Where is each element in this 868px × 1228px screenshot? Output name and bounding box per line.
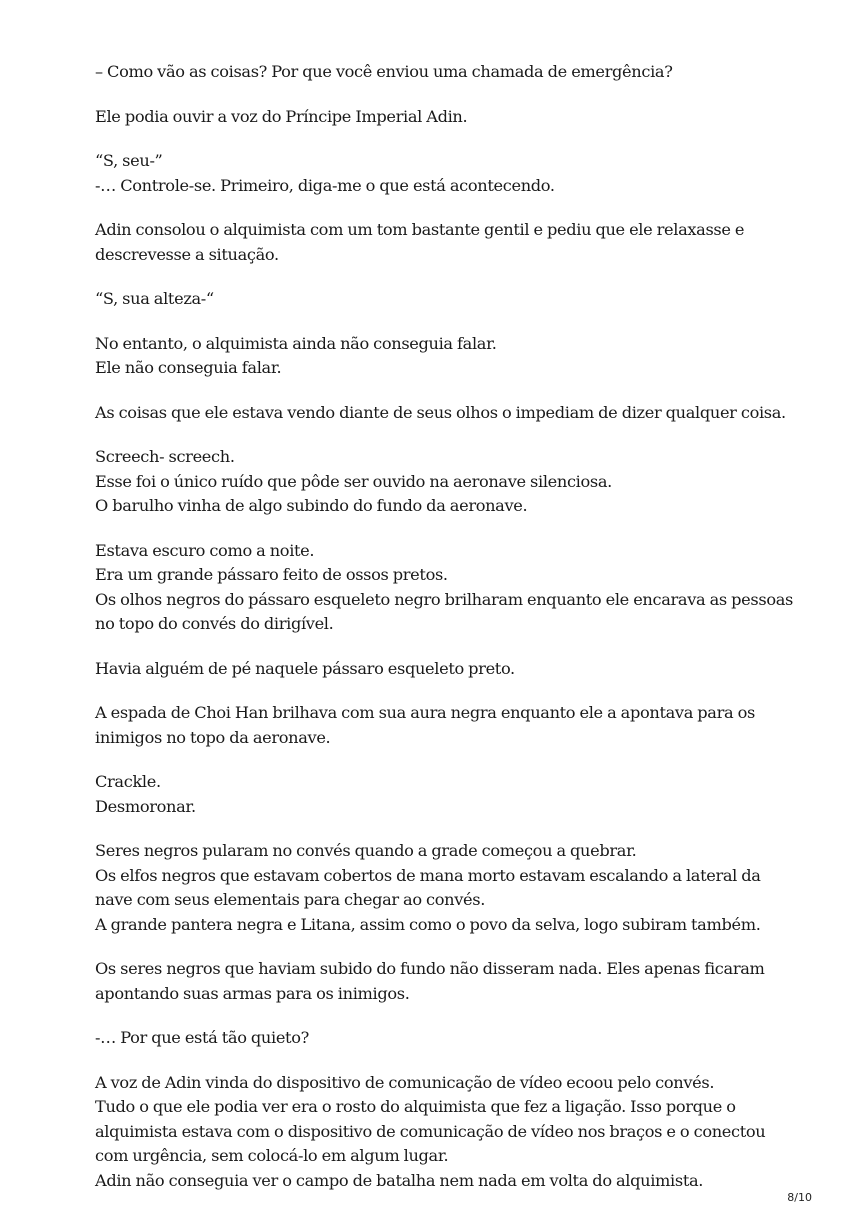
text-line: Era um grande pássaro feito de ossos pretos. — [95, 565, 448, 584]
text-line: nave com seus elementais para chegar ao convés. — [95, 890, 486, 909]
paragraph — [95, 60, 795, 85]
text-line: Os olhos negros do pássaro esqueleto negro brilharam enquanto ele encarava as pessoas — [95, 589, 793, 609]
text-line: Adin consolou o alquimista com um tom bastante gentil e pediu que ele relaxasse e — [95, 220, 745, 239]
text-line: No entanto, o alquimista ainda não conseguia falar. — [95, 333, 497, 353]
text-line: A grande pantera negra e Litana, assim como o povo da selva, logo subiram também. — [95, 914, 761, 934]
text-line: Estava escuro como a noite. — [95, 540, 315, 560]
text-line: Screech- screech. — [95, 447, 235, 466]
paragraph — [95, 149, 795, 198]
text-line: Os elfos negros que estavam cobertos de mana morto estavam escalando a lateral da — [95, 865, 761, 885]
page-number: 8/10 — [787, 1191, 812, 1204]
text-line: apontando suas armas para os inimigos. — [95, 983, 410, 1003]
paragraph — [95, 218, 795, 267]
text-line: Ele podia ouvir a voz do Príncipe Imperial Adin. — [95, 106, 468, 126]
text-line: com urgência, sem colocá-lo em algum lugar. — [95, 1146, 449, 1165]
paragraph — [95, 1026, 795, 1051]
text-line: Ele não conseguia falar. — [95, 358, 282, 377]
text-line: Desmoronar. — [95, 796, 196, 816]
text-line: Os seres negros que haviam subido do fundo não disseram nada. Eles apenas ficaram — [95, 959, 765, 978]
paragraph — [95, 332, 795, 381]
paragraph — [95, 401, 795, 426]
text-line: A espada de Choi Han brilhava com sua aura negra enquanto ele a apontava para os — [95, 703, 755, 722]
paragraph — [95, 770, 795, 819]
text-line: – Como vão as coisas? Por que você enviou uma chamada de emergência? — [95, 62, 673, 81]
paragraph — [95, 657, 795, 682]
text-line: O barulho vinha de algo subindo do fundo da aeronave. — [95, 496, 528, 515]
text-line: “S, sua alteza-“ — [95, 289, 214, 308]
paragraph — [95, 957, 795, 1006]
text-line: -… Por que está tão quieto? — [95, 1028, 309, 1047]
text-line: A voz de Adin vinda do dispositivo de comunicação de vídeo ecoou pelo convés. — [95, 1072, 715, 1092]
text-line: Seres negros pularam no convés quando a grade começou a quebrar. — [95, 841, 637, 860]
text-line: As coisas que ele estava vendo diante de seus olhos o impediam de dizer qualquer coisa. — [95, 402, 786, 422]
paragraph — [95, 105, 795, 130]
text-line: Adin não conseguia ver o campo de batalha nem nada em volta do alquimista. — [95, 1170, 704, 1190]
paragraph — [95, 287, 795, 312]
text-line: Havia alguém de pé naquele pássaro esqueleto preto. — [95, 658, 515, 678]
text-line: Tudo o que ele podia ver era o rosto do alquimista que fez a ligação. Isso porque o — [95, 1097, 736, 1116]
paragraph — [95, 839, 795, 937]
text-line: inimigos no topo da aeronave. — [95, 727, 331, 747]
paragraph — [95, 1071, 795, 1194]
text-line: Crackle. — [95, 772, 161, 791]
paragraph — [95, 539, 795, 637]
text-line: alquimista estava com o dispositivo de comunicação de vídeo nos braços e o conectou — [95, 1121, 766, 1141]
document-body — [95, 60, 795, 1213]
text-line: -… Controle-se. Primeiro, diga-me o que está acontecendo. — [95, 175, 555, 195]
paragraph — [95, 701, 795, 750]
text-line: descrevesse a situação. — [95, 244, 279, 264]
text-line: Esse foi o único ruído que pôde ser ouvido na aeronave silenciosa. — [95, 471, 612, 491]
text-line: no topo do convés do dirigível. — [95, 614, 334, 633]
paragraph — [95, 445, 795, 519]
text-line: “S, seu-” — [95, 151, 163, 170]
